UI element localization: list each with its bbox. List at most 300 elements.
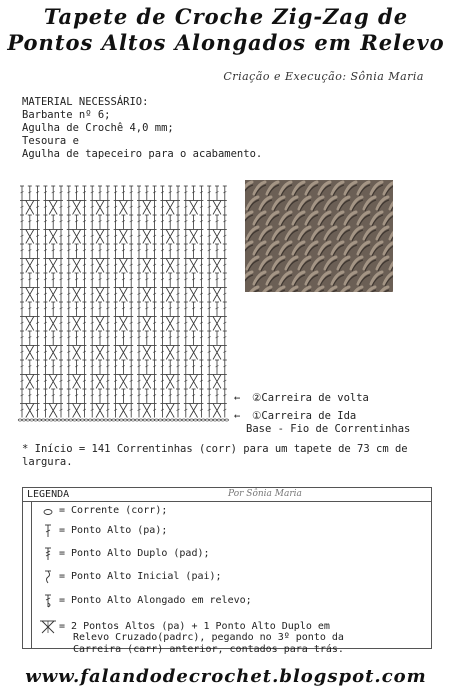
chart-double-stitch: [98, 215, 102, 229]
chart-chain-stitch: [163, 419, 167, 421]
chart-double-stitch: [106, 404, 110, 418]
chart-double-stitch: [223, 186, 227, 200]
chart-double-stitch: [129, 230, 133, 244]
chart-crossed-stitch: [141, 375, 153, 389]
chart-double-stitch: [199, 346, 203, 360]
chart-double-stitch: [106, 215, 110, 229]
chart-double-stitch: [207, 186, 211, 200]
chart-double-stitch: [51, 331, 55, 345]
chart-crossed-stitch: [211, 201, 223, 215]
chart-crossed-stitch: [141, 317, 153, 331]
chart-double-stitch: [207, 404, 211, 418]
chart-double-stitch: [145, 186, 149, 200]
chart-crossed-stitch: [164, 230, 176, 244]
chart-double-stitch: [90, 346, 94, 360]
chart-double-stitch: [82, 201, 86, 215]
chart-crossed-stitch: [188, 201, 200, 215]
chart-chain-stitch: [143, 419, 147, 421]
chart-double-stitch: [153, 215, 157, 229]
chart-crossed-stitch: [47, 230, 59, 244]
chart-double-stitch: [199, 331, 203, 345]
chart-double-stitch: [82, 404, 86, 418]
chart-double-stitch: [168, 360, 172, 374]
chart-chain-stitch: [182, 419, 186, 421]
chart-double-stitch: [184, 259, 188, 273]
chart-crossed-stitch: [117, 317, 129, 331]
material-item: Agulha de Crochê 4,0 mm;: [22, 122, 174, 134]
chart-double-stitch: [215, 186, 219, 200]
chart-double-stitch: [223, 302, 227, 316]
chart-double-stitch: [129, 186, 133, 200]
chart-double-stitch: [75, 186, 79, 200]
chart-double-stitch: [43, 404, 47, 418]
chart-double-stitch: [199, 317, 203, 331]
chart-double-stitch: [82, 230, 86, 244]
chart-double-stitch: [223, 360, 227, 374]
chart-double-stitch: [129, 302, 133, 316]
chart-double-stitch: [106, 230, 110, 244]
chart-double-stitch: [223, 273, 227, 287]
chart-crossed-stitch: [164, 404, 176, 418]
chart-double-stitch: [20, 331, 24, 345]
chart-chain-stitch: [65, 419, 69, 421]
chart-double-stitch: [121, 360, 125, 374]
chart-double-stitch: [176, 346, 180, 360]
chart-double-stitch: [160, 331, 164, 345]
chart-double-stitch: [67, 317, 71, 331]
chart-crossed-stitch: [24, 230, 36, 244]
chart-double-stitch: [36, 317, 40, 331]
chart-double-stitch: [20, 288, 24, 302]
chart-chain-stitch: [151, 419, 155, 421]
chart-chain-stitch: [18, 419, 22, 421]
chart-double-stitch: [114, 331, 118, 345]
chart-crossed-stitch: [71, 404, 83, 418]
chart-double-stitch: [20, 244, 24, 258]
chart-double-stitch: [184, 244, 188, 258]
chart-double-stitch: [114, 230, 118, 244]
legend-item-initial-double: = Ponto Alto Inicial (pai);: [37, 570, 222, 584]
chart-double-stitch: [168, 186, 172, 200]
chart-chain-stitch: [131, 419, 135, 421]
chart-double-stitch: [137, 346, 141, 360]
chart-chain-stitch: [139, 419, 143, 421]
chart-chain-stitch: [112, 419, 116, 421]
chart-double-stitch: [114, 273, 118, 287]
chart-double-stitch: [67, 302, 71, 316]
chart-crossed-stitch: [24, 201, 36, 215]
chart-double-stitch: [114, 346, 118, 360]
chart-double-stitch: [223, 404, 227, 418]
chart-double-stitch: [176, 375, 180, 389]
chart-crossed-stitch: [141, 259, 153, 273]
chart-crossed-stitch: [47, 346, 59, 360]
legend-signature: Por Sônia Maria: [228, 489, 302, 499]
chart-double-stitch: [90, 389, 94, 403]
chart-double-stitch: [153, 288, 157, 302]
chart-double-stitch: [36, 302, 40, 316]
chart-double-stitch: [223, 288, 227, 302]
chart-double-stitch: [137, 244, 141, 258]
chart-double-stitch: [160, 389, 164, 403]
chart-double-stitch: [176, 389, 180, 403]
chart-double-stitch: [82, 360, 86, 374]
chart-double-stitch: [59, 302, 63, 316]
chart-double-stitch: [28, 186, 32, 200]
chart-double-stitch: [184, 404, 188, 418]
chart-crossed-stitch: [117, 259, 129, 273]
chart-double-stitch: [82, 273, 86, 287]
chart-double-stitch: [28, 302, 32, 316]
legend-crossed-line-2: Relevo Cruzado(padrc), pegando no 3º ponto da: [73, 632, 344, 643]
chart-crossed-stitch: [211, 230, 223, 244]
chart-double-stitch: [176, 317, 180, 331]
chart-double-stitch: [59, 273, 63, 287]
chart-double-stitch: [67, 360, 71, 374]
chart-double-stitch: [98, 273, 102, 287]
chart-chain-stitch: [53, 419, 57, 421]
chart-crossed-stitch: [164, 201, 176, 215]
chart-double-stitch: [199, 375, 203, 389]
chart-double-stitch: [223, 375, 227, 389]
chart-double-stitch: [59, 360, 63, 374]
chart-double-stitch: [129, 273, 133, 287]
chart-crossed-stitch: [24, 317, 36, 331]
chart-double-stitch: [90, 288, 94, 302]
chart-double-stitch: [90, 302, 94, 316]
chart-double-stitch: [160, 375, 164, 389]
chart-chain-stitch: [88, 419, 92, 421]
chart-double-stitch: [129, 259, 133, 273]
chart-double-stitch: [199, 288, 203, 302]
chart-double-stitch: [106, 273, 110, 287]
chart-double-stitch: [67, 346, 71, 360]
chart-chain-stitch: [46, 419, 50, 421]
chart-double-stitch: [106, 346, 110, 360]
chart-crossed-stitch: [71, 288, 83, 302]
chart-double-stitch: [168, 215, 172, 229]
chart-double-stitch: [114, 360, 118, 374]
chart-double-stitch: [121, 244, 125, 258]
legend-item-double-crochet: = Ponto Alto (pa);: [37, 524, 167, 538]
raised-double-icon: [37, 594, 59, 608]
chart-chain-stitch: [190, 419, 194, 421]
chart-crossed-stitch: [211, 404, 223, 418]
chart-double-stitch: [137, 317, 141, 331]
chart-double-stitch: [223, 389, 227, 403]
chart-double-stitch: [43, 346, 47, 360]
chart-chain-stitch: [85, 419, 89, 421]
chart-double-stitch: [98, 244, 102, 258]
chart-double-stitch: [51, 360, 55, 374]
chart-double-stitch: [67, 230, 71, 244]
chart-double-stitch: [36, 404, 40, 418]
chart-crossed-stitch: [164, 317, 176, 331]
chart-double-stitch: [114, 288, 118, 302]
chart-double-stitch: [184, 346, 188, 360]
chart-double-stitch: [36, 273, 40, 287]
legend-heading: LEGENDA: [27, 489, 70, 500]
chart-chain-stitch: [127, 419, 131, 421]
row-label-volta: ← ②Carreira de volta: [234, 392, 369, 404]
chart-crossed-stitch: [211, 317, 223, 331]
chart-double-stitch: [114, 317, 118, 331]
chart-double-stitch: [121, 302, 125, 316]
chart-double-stitch: [199, 215, 203, 229]
chart-crossed-stitch: [141, 404, 153, 418]
chart-double-stitch: [168, 273, 172, 287]
chart-double-stitch: [184, 360, 188, 374]
chart-double-stitch: [20, 317, 24, 331]
chart-double-stitch: [106, 201, 110, 215]
chart-double-stitch: [160, 215, 164, 229]
chart-double-stitch: [223, 331, 227, 345]
chart-double-stitch: [153, 302, 157, 316]
chart-double-stitch: [207, 288, 211, 302]
chart-double-stitch: [129, 360, 133, 374]
chart-double-stitch: [199, 389, 203, 403]
chart-double-stitch: [20, 375, 24, 389]
chart-double-stitch: [75, 331, 79, 345]
chart-double-stitch: [137, 259, 141, 273]
chart-double-stitch: [20, 273, 24, 287]
chart-chain-stitch: [34, 419, 38, 421]
chart-crossed-stitch: [94, 230, 106, 244]
chart-double-stitch: [129, 331, 133, 345]
chart-double-stitch: [184, 375, 188, 389]
chart-double-stitch: [28, 331, 32, 345]
chart-double-stitch: [207, 215, 211, 229]
chart-double-stitch: [90, 230, 94, 244]
chart-crossed-stitch: [94, 288, 106, 302]
chart-double-stitch: [145, 244, 149, 258]
chart-double-stitch: [114, 215, 118, 229]
chart-chain-stitch: [186, 419, 190, 421]
chart-double-stitch: [176, 404, 180, 418]
chart-double-stitch: [137, 331, 141, 345]
chart-double-stitch: [215, 389, 219, 403]
chart-double-stitch: [153, 259, 157, 273]
chart-crossed-stitch: [188, 346, 200, 360]
chart-double-stitch: [114, 259, 118, 273]
chart-double-stitch: [90, 273, 94, 287]
chart-double-stitch: [160, 230, 164, 244]
chart-double-stitch: [43, 331, 47, 345]
legend-crossed-line-3: Carreira (carr) anterior, contados para trás.: [73, 644, 344, 655]
chart-double-stitch: [145, 302, 149, 316]
chart-double-stitch: [153, 317, 157, 331]
chart-crossed-stitch: [117, 375, 129, 389]
chart-chain-stitch: [49, 419, 53, 421]
chart-double-stitch: [199, 360, 203, 374]
chart-double-stitch: [223, 346, 227, 360]
chart-chain-stitch: [73, 419, 77, 421]
chart-double-stitch: [192, 244, 196, 258]
chart-double-stitch: [28, 215, 32, 229]
chart-crossed-stitch: [24, 259, 36, 273]
chart-double-stitch: [168, 244, 172, 258]
chart-double-stitch: [153, 201, 157, 215]
chart-double-stitch: [176, 302, 180, 316]
chart-double-stitch: [36, 201, 40, 215]
chart-double-stitch: [153, 230, 157, 244]
chart-crossed-stitch: [188, 317, 200, 331]
chart-double-stitch: [82, 244, 86, 258]
chart-crossed-stitch: [141, 288, 153, 302]
chart-double-stitch: [90, 331, 94, 345]
chart-double-stitch: [98, 331, 102, 345]
chart-double-stitch: [160, 346, 164, 360]
chart-double-stitch: [90, 201, 94, 215]
chart-double-stitch: [129, 244, 133, 258]
chart-double-stitch: [176, 331, 180, 345]
title-line-1: Tapete de Croche Zig-Zag de: [43, 4, 409, 29]
chart-double-stitch: [153, 375, 157, 389]
chart-double-stitch: [106, 375, 110, 389]
crochet-stitch-chart: [14, 180, 230, 426]
chart-chain-stitch: [217, 419, 221, 421]
chart-double-stitch: [176, 215, 180, 229]
chart-double-stitch: [82, 346, 86, 360]
chart-chain-stitch: [205, 419, 209, 421]
chart-chain-stitch: [135, 419, 139, 421]
chart-chain-stitch: [221, 419, 225, 421]
chart-double-stitch: [20, 201, 24, 215]
chart-double-stitch: [82, 259, 86, 273]
chart-chain-stitch: [198, 419, 202, 421]
chart-double-stitch: [75, 389, 79, 403]
chart-double-stitch: [192, 273, 196, 287]
chart-double-stitch: [145, 331, 149, 345]
material-item: Tesoura e: [22, 135, 79, 147]
chart-crossed-stitch: [94, 404, 106, 418]
chart-crossed-stitch: [71, 375, 83, 389]
chart-crossed-stitch: [164, 346, 176, 360]
chart-double-stitch: [20, 404, 24, 418]
chart-double-stitch: [176, 259, 180, 273]
chart-double-stitch: [129, 375, 133, 389]
chart-double-stitch: [160, 360, 164, 374]
chart-double-stitch: [129, 317, 133, 331]
chart-chain-stitch: [178, 419, 182, 421]
chart-double-stitch: [160, 288, 164, 302]
chart-double-stitch: [160, 244, 164, 258]
chart-double-stitch: [199, 302, 203, 316]
chart-double-stitch: [199, 273, 203, 287]
chart-double-stitch: [98, 360, 102, 374]
chart-double-stitch: [137, 302, 141, 316]
chart-double-stitch: [43, 302, 47, 316]
chart-double-stitch: [184, 302, 188, 316]
chart-crossed-stitch: [117, 404, 129, 418]
chart-double-stitch: [36, 360, 40, 374]
chart-double-stitch: [67, 273, 71, 287]
chart-double-stitch: [129, 288, 133, 302]
chart-chain-stitch: [81, 419, 85, 421]
chart-crossed-stitch: [47, 404, 59, 418]
chart-chain-stitch: [57, 419, 61, 421]
chart-double-stitch: [75, 360, 79, 374]
legend-header: [23, 488, 431, 502]
chart-double-stitch: [137, 360, 141, 374]
chart-double-stitch: [82, 288, 86, 302]
legend-item-crossed: = 2 Pontos Altos (pa) + 1 Ponto Alto Duplo em: [37, 620, 330, 634]
chart-double-stitch: [176, 288, 180, 302]
chart-double-stitch: [36, 215, 40, 229]
chart-double-stitch: [160, 259, 164, 273]
chart-double-stitch: [114, 186, 118, 200]
chart-double-stitch: [43, 215, 47, 229]
chart-double-stitch: [28, 360, 32, 374]
chart-crossed-stitch: [141, 201, 153, 215]
chart-double-stitch: [223, 230, 227, 244]
chart-double-stitch: [20, 215, 24, 229]
chart-double-stitch: [184, 273, 188, 287]
chart-double-stitch: [137, 201, 141, 215]
chart-crossed-stitch: [71, 201, 83, 215]
chart-double-stitch: [43, 375, 47, 389]
chart-double-stitch: [67, 201, 71, 215]
chart-double-stitch: [153, 273, 157, 287]
chart-crossed-stitch: [188, 375, 200, 389]
chart-double-stitch: [20, 186, 24, 200]
chart-double-stitch: [145, 360, 149, 374]
chart-double-stitch: [67, 186, 71, 200]
row-label-base: Base - Fio de Correntinhas: [246, 423, 411, 435]
chart-double-stitch: [59, 375, 63, 389]
chart-double-stitch: [36, 288, 40, 302]
chart-double-stitch: [192, 389, 196, 403]
chart-double-stitch: [59, 288, 63, 302]
chart-double-stitch: [90, 259, 94, 273]
chart-double-stitch: [215, 273, 219, 287]
chart-double-stitch: [121, 331, 125, 345]
chart-double-stitch: [168, 302, 172, 316]
chart-crossed-stitch: [211, 259, 223, 273]
chart-chain-stitch: [38, 419, 42, 421]
chart-double-stitch: [82, 186, 86, 200]
chart-double-stitch: [114, 302, 118, 316]
chart-double-stitch: [90, 360, 94, 374]
chart-double-stitch: [215, 360, 219, 374]
chart-double-stitch: [137, 186, 141, 200]
material-section: [22, 96, 262, 161]
chart-double-stitch: [43, 244, 47, 258]
chart-double-stitch: [90, 186, 94, 200]
chart-double-stitch: [160, 317, 164, 331]
chart-chain-stitch: [26, 419, 30, 421]
legend-item-chain: = Corrente (corr);: [37, 504, 167, 518]
chart-double-stitch: [129, 215, 133, 229]
chart-double-stitch: [153, 360, 157, 374]
chart-double-stitch: [184, 230, 188, 244]
chart-double-stitch: [59, 244, 63, 258]
chart-double-stitch: [184, 215, 188, 229]
chart-double-stitch: [67, 288, 71, 302]
chart-crossed-stitch: [94, 346, 106, 360]
chart-chain-stitch: [92, 419, 96, 421]
legend-divider: [31, 502, 32, 648]
chart-double-stitch: [199, 259, 203, 273]
chart-crossed-stitch: [94, 375, 106, 389]
chart-double-stitch: [98, 302, 102, 316]
chart-double-stitch: [199, 230, 203, 244]
chart-crossed-stitch: [47, 288, 59, 302]
chart-crossed-stitch: [188, 288, 200, 302]
chart-double-stitch: [153, 244, 157, 258]
chart-double-stitch: [153, 186, 157, 200]
chart-chain-stitch: [166, 419, 170, 421]
